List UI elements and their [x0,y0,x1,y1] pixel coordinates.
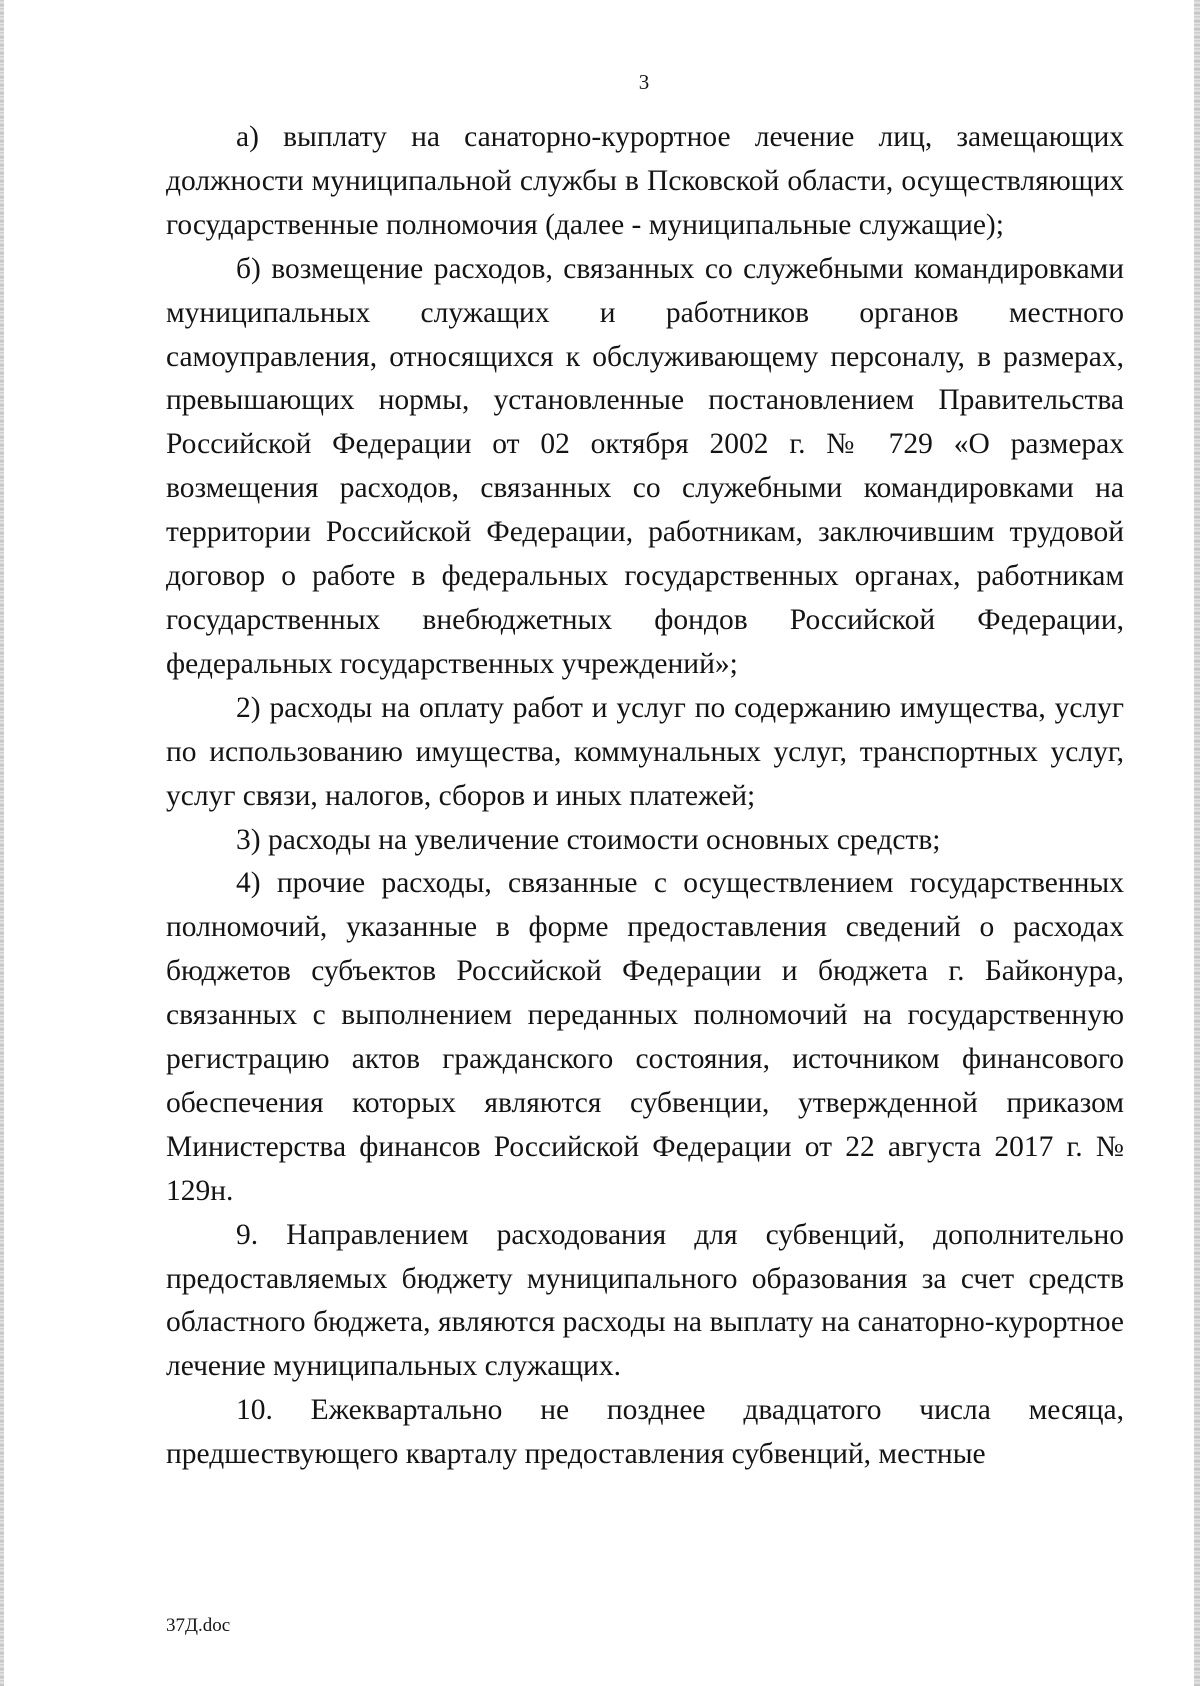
paragraph-2-property-services: 2) расходы на оплату работ и услуг по содержанию имущества, услуг по использованию имущества, коммунальных услуг, транспортных услуг, услуг связи, налогов, сборов и иных платежей; [166,691,1124,812]
scan-right-edge [1194,0,1200,1686]
page-number: 3 [638,70,650,94]
paragraph-10-quarterly: 10. Ежеквартально не позднее двадцатого числа месяца, предшествующего кварталу предоставления субвенций, местные [166,1394,1124,1471]
paragraph-b-travel-expenses: б) возмещение расходов, связанных со служебными командировками муниципальных служащих и работников органов местного самоуправления, относящихся к обслуживающему персоналу, в размерах, превышающих нормы, установленные постановлением Правительства Российской Федерации от 02 октября 2002 г. № 729 «О размерах возмещения расходов, связанных со служебными командировками на территории Российской Федерации, работникам, заключившим трудовой договор о работе в федеральных государственных органах, работникам государственных внебюджетных фондов Российской Федерации, федеральных государственных учреждений»; [166,252,1124,680]
paragraph-3-fixed-assets: 3) расходы на увеличение стоимости основных средств; [236,823,941,856]
footer-filename: 37Д.doc [166,1615,231,1636]
paragraph-4-other-expenses: 4) прочие расходы, связанные с осуществлением государственных полномочий, указанные в форме предоставления сведений о расходах бюджетов субъектов Российской Федерации и бюджета г. Байконура, связанных с выполнением переданных полномочий на государственную регистрацию актов гражданского состояния, источником финансового обеспечения которых являются субвенции, утвержденной приказом Министерства финансов Российской Федерации от 22 августа 2017 г. № 129н. [166,867,1124,1207]
document-body [166,116,1124,1477]
scan-left-edge [0,0,4,1686]
paragraph-a-sanatorium-payment: а) выплату на санаторно-курортное лечение лиц, замещающих должности муниципальной службы в Псковской области, осуществляющих государственные полномочия (далее - муниципальные служащие); [166,121,1124,241]
paragraph-9-spending-direction: 9. Направлением расходования для субвенций, дополнительно предоставляемых бюджету муниципального образования за счет средств областного бюджета, являются расходы на выплату на санаторно-курортное лечение муниципальных служащих. [166,1218,1124,1383]
